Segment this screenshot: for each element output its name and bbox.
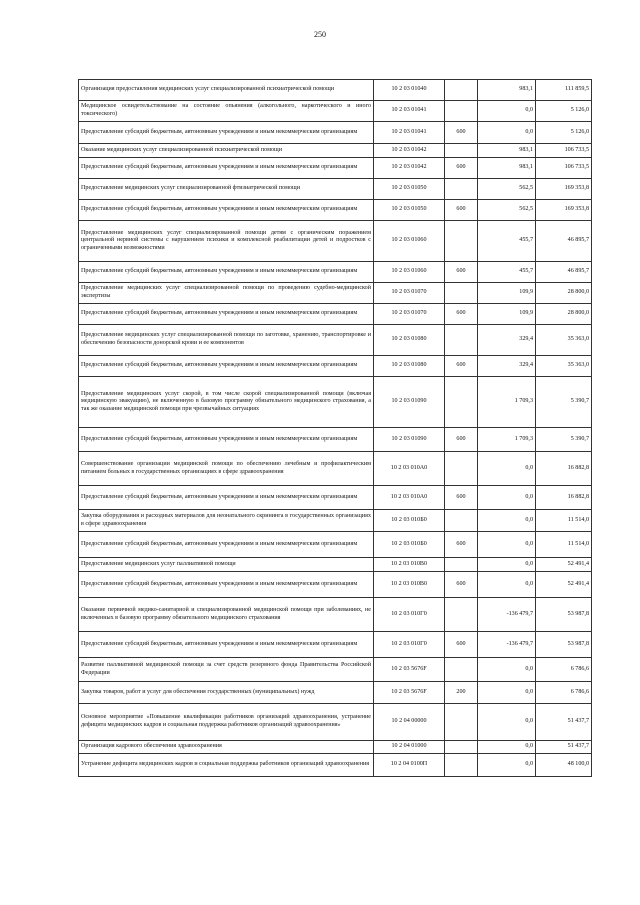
row-expense-type <box>445 283 478 304</box>
row-code: 10 2 03 01041 <box>374 122 445 144</box>
row-change-amount: 562,5 <box>478 200 536 221</box>
row-code: 10 2 03 01050 <box>374 179 445 200</box>
row-name: Медицинское освидетельствование на состояние опьянения (алкогольного, наркотического и иного токсического) <box>79 101 374 122</box>
row-name: Организация кадрового обеспечения здравоохранения <box>79 741 374 754</box>
table-row <box>79 598 592 632</box>
row-change-amount: 0,0 <box>478 486 536 510</box>
row-total-amount: 48 100,0 <box>536 754 592 777</box>
row-total-amount: 169 353,8 <box>536 200 592 221</box>
row-name: Закупка товаров, работ и услуг для обеспечения государственных (муниципальных) нужд <box>79 682 374 704</box>
table-row <box>79 452 592 486</box>
row-code: 10 2 04 01000 <box>374 741 445 754</box>
table-row <box>79 122 592 144</box>
row-expense-type: 600 <box>445 532 478 558</box>
row-total-amount: 28 800,0 <box>536 283 592 304</box>
row-expense-type: 600 <box>445 356 478 377</box>
row-expense-type <box>445 452 478 486</box>
table-row <box>79 510 592 532</box>
row-total-amount: 169 353,8 <box>536 179 592 200</box>
row-expense-type <box>445 144 478 158</box>
row-change-amount: 329,4 <box>478 325 536 356</box>
row-code: 10 2 04 00000 <box>374 704 445 741</box>
row-name: Организация предоставления медицинских услуг специализированной психиатрической помощи <box>79 80 374 101</box>
row-expense-type: 600 <box>445 572 478 598</box>
row-total-amount: 28 800,0 <box>536 304 592 325</box>
row-name: Оказание медицинских услуг специализированной психиатрической помощи <box>79 144 374 158</box>
row-name: Предоставление медицинских услуг специализированной помощи по заготовке, хранению, транспортировке и обеспечению безопасности донорской крови и ее компонентов <box>79 325 374 356</box>
row-total-amount: 16 882,8 <box>536 486 592 510</box>
row-code: 10 2 03 010А0 <box>374 486 445 510</box>
table-row <box>79 558 592 572</box>
row-expense-type: 600 <box>445 262 478 283</box>
row-expense-type <box>445 221 478 262</box>
row-change-amount: 0,0 <box>478 558 536 572</box>
row-total-amount: 106 733,5 <box>536 144 592 158</box>
table-row <box>79 632 592 658</box>
table-row <box>79 682 592 704</box>
row-expense-type <box>445 741 478 754</box>
row-change-amount: 562,5 <box>478 179 536 200</box>
table-row <box>79 221 592 262</box>
table-row <box>79 658 592 682</box>
row-code: 10 2 04 0100П <box>374 754 445 777</box>
row-code: 10 2 03 01040 <box>374 80 445 101</box>
row-total-amount: 16 882,8 <box>536 452 592 486</box>
row-code: 10 2 03 01080 <box>374 325 445 356</box>
budget-table <box>78 79 592 777</box>
row-expense-type: 600 <box>445 632 478 658</box>
row-change-amount: -136 479,7 <box>478 632 536 658</box>
table-row <box>79 179 592 200</box>
table-row <box>79 158 592 179</box>
table-row <box>79 304 592 325</box>
row-name: Основное мероприятие «Повышение квалификации работников организаций здравоохранения, устранение дефицита медицинских кадров и социальная поддержка работников организаций здравоохранения» <box>79 704 374 741</box>
row-total-amount: 6 786,6 <box>536 682 592 704</box>
row-total-amount: 5 126,0 <box>536 122 592 144</box>
row-change-amount: 0,0 <box>478 658 536 682</box>
row-name: Предоставление медицинских услуг паллиативной помощи <box>79 558 374 572</box>
table-row <box>79 754 592 777</box>
table-row <box>79 486 592 510</box>
row-code: 10 2 03 010Г0 <box>374 598 445 632</box>
row-code: 10 2 03 010Г0 <box>374 632 445 658</box>
row-code: 10 2 03 01042 <box>374 158 445 179</box>
row-total-amount: 106 733,5 <box>536 158 592 179</box>
row-total-amount: 35 363,0 <box>536 325 592 356</box>
row-name: Оказание первичной медико-санитарной и специализированной медицинской помощи при заболеваниях, не включенных в базовую программу обязательного медицинского страхования <box>79 598 374 632</box>
page-number: 250 <box>314 30 326 39</box>
table-row <box>79 262 592 283</box>
row-name: Предоставление субсидий бюджетным, автономным учреждениям и иным некоммерческим организациям <box>79 632 374 658</box>
row-expense-type: 600 <box>445 158 478 179</box>
row-code: 10 2 03 010В0 <box>374 572 445 598</box>
row-name: Предоставление субсидий бюджетным, автономным учреждениям и иным некоммерческим организациям <box>79 304 374 325</box>
row-total-amount: 46 895,7 <box>536 262 592 283</box>
row-change-amount: 109,9 <box>478 283 536 304</box>
table-row <box>79 428 592 452</box>
table-row <box>79 101 592 122</box>
row-total-amount: 51 437,7 <box>536 704 592 741</box>
row-code: 10 2 03 01060 <box>374 221 445 262</box>
row-name: Предоставление медицинских услуг скорой, в том числе скорой специализированной помощи (включая медицинскую эвакуацию), не включенную в базовую программу обязательного медицинского страхования, а так же оказание медицинской помощи при чрезвычайных ситуациях <box>79 377 374 428</box>
row-code: 10 2 03 01070 <box>374 304 445 325</box>
row-name: Устранение дефицита медицинских кадров и социальная поддержка работников организаций здравоохранения <box>79 754 374 777</box>
row-change-amount: 109,9 <box>478 304 536 325</box>
table-row <box>79 704 592 741</box>
row-change-amount: 0,0 <box>478 101 536 122</box>
table-row <box>79 80 592 101</box>
row-expense-type: 600 <box>445 486 478 510</box>
table-row <box>79 741 592 754</box>
row-change-amount: 0,0 <box>478 532 536 558</box>
row-code: 10 2 03 01080 <box>374 356 445 377</box>
row-expense-type: 600 <box>445 200 478 221</box>
row-expense-type <box>445 658 478 682</box>
row-total-amount: 35 363,0 <box>536 356 592 377</box>
row-change-amount: 983,1 <box>478 144 536 158</box>
row-code: 10 2 03 01070 <box>374 283 445 304</box>
row-code: 10 2 03 01050 <box>374 200 445 221</box>
row-change-amount: 983,1 <box>478 80 536 101</box>
row-name: Совершенствование организации медицинской помощи по обеспечению лечебным и профилактическим питанием больных в государственных организациях в сфере здравоохранения <box>79 452 374 486</box>
row-expense-type <box>445 101 478 122</box>
row-total-amount: 5 126,0 <box>536 101 592 122</box>
row-name: Предоставление субсидий бюджетным, автономным учреждениям и иным некоммерческим организациям <box>79 532 374 558</box>
row-total-amount: 6 786,6 <box>536 658 592 682</box>
row-expense-type: 600 <box>445 304 478 325</box>
row-code: 10 2 03 5676F <box>374 682 445 704</box>
table-row <box>79 200 592 221</box>
row-name: Предоставление субсидий бюджетным, автономным учреждениям и иным некоммерческим организациям <box>79 572 374 598</box>
row-code: 10 2 03 5676F <box>374 658 445 682</box>
table-row <box>79 377 592 428</box>
row-expense-type: 600 <box>445 122 478 144</box>
row-name: Развитие паллиативной медицинской помощи за счет средств резервного фонда Правительства Российской Федерации <box>79 658 374 682</box>
row-expense-type <box>445 754 478 777</box>
table-row <box>79 283 592 304</box>
row-change-amount: 455,7 <box>478 262 536 283</box>
row-change-amount: 0,0 <box>478 682 536 704</box>
row-expense-type <box>445 704 478 741</box>
row-total-amount: 52 491,4 <box>536 572 592 598</box>
row-name: Закупка оборудования и расходных материалов для неонатального скрининга в государственных организациях в сфере здравоохранения <box>79 510 374 532</box>
row-code: 10 2 03 010А0 <box>374 452 445 486</box>
row-change-amount: 0,0 <box>478 704 536 741</box>
row-change-amount: 983,1 <box>478 158 536 179</box>
row-total-amount: 52 491,4 <box>536 558 592 572</box>
table-row <box>79 144 592 158</box>
row-change-amount: 1 709,3 <box>478 428 536 452</box>
row-code: 10 2 03 01060 <box>374 262 445 283</box>
row-name: Предоставление субсидий бюджетным, автономным учреждениям и иным некоммерческим организациям <box>79 356 374 377</box>
table-row <box>79 356 592 377</box>
row-change-amount: 0,0 <box>478 122 536 144</box>
row-change-amount: 0,0 <box>478 452 536 486</box>
row-name: Предоставление субсидий бюджетным, автономным учреждениям и иным некоммерческим организациям <box>79 262 374 283</box>
row-code: 10 2 03 010В0 <box>374 558 445 572</box>
row-name: Предоставление субсидий бюджетным, автономным учреждениям и иным некоммерческим организациям <box>79 200 374 221</box>
row-expense-type <box>445 325 478 356</box>
row-expense-type <box>445 179 478 200</box>
row-change-amount: 0,0 <box>478 572 536 598</box>
row-change-amount: 1 709,3 <box>478 377 536 428</box>
row-code: 10 2 03 010Б0 <box>374 510 445 532</box>
row-total-amount: 11 514,0 <box>536 510 592 532</box>
row-name: Предоставление медицинских услуг специализированной помощи детям с органическим поражением центральной нервной системы с нарушением психики и комплексной реабилитации детей и подростков с ограниченными возможностями <box>79 221 374 262</box>
table-row <box>79 532 592 558</box>
row-total-amount: 53 987,8 <box>536 598 592 632</box>
row-code: 10 2 03 01090 <box>374 377 445 428</box>
row-total-amount: 5 390,7 <box>536 428 592 452</box>
table-row <box>79 572 592 598</box>
row-expense-type <box>445 377 478 428</box>
row-name: Предоставление субсидий бюджетным, автономным учреждениям и иным некоммерческим организациям <box>79 122 374 144</box>
row-code: 10 2 03 010Б0 <box>374 532 445 558</box>
row-expense-type <box>445 558 478 572</box>
row-name: Предоставление субсидий бюджетным, автономным учреждениям и иным некоммерческим организациям <box>79 486 374 510</box>
row-expense-type <box>445 510 478 532</box>
row-expense-type <box>445 598 478 632</box>
row-name: Предоставление субсидий бюджетным, автономным учреждениям и иным некоммерческим организациям <box>79 158 374 179</box>
row-total-amount: 53 987,8 <box>536 632 592 658</box>
row-expense-type <box>445 80 478 101</box>
row-name: Предоставление медицинских услуг специализированной фтизиатрической помощи <box>79 179 374 200</box>
row-name: Предоставление медицинских услуг специализированной помощи по проведению судебно-медицинской экспертизы <box>79 283 374 304</box>
row-total-amount: 5 390,7 <box>536 377 592 428</box>
row-total-amount: 111 859,5 <box>536 80 592 101</box>
row-total-amount: 46 895,7 <box>536 221 592 262</box>
row-change-amount: -136 479,7 <box>478 598 536 632</box>
row-change-amount: 0,0 <box>478 510 536 532</box>
row-code: 10 2 03 01042 <box>374 144 445 158</box>
row-change-amount: 0,0 <box>478 754 536 777</box>
row-change-amount: 455,7 <box>478 221 536 262</box>
row-total-amount: 11 514,0 <box>536 532 592 558</box>
row-change-amount: 329,4 <box>478 356 536 377</box>
row-expense-type: 600 <box>445 428 478 452</box>
row-change-amount: 0,0 <box>478 741 536 754</box>
row-name: Предоставление субсидий бюджетным, автономным учреждениям и иным некоммерческим организациям <box>79 428 374 452</box>
row-expense-type: 200 <box>445 682 478 704</box>
row-code: 10 2 03 01090 <box>374 428 445 452</box>
budget-table-body <box>79 80 592 777</box>
table-row <box>79 325 592 356</box>
row-code: 10 2 03 01041 <box>374 101 445 122</box>
row-total-amount: 51 437,7 <box>536 741 592 754</box>
